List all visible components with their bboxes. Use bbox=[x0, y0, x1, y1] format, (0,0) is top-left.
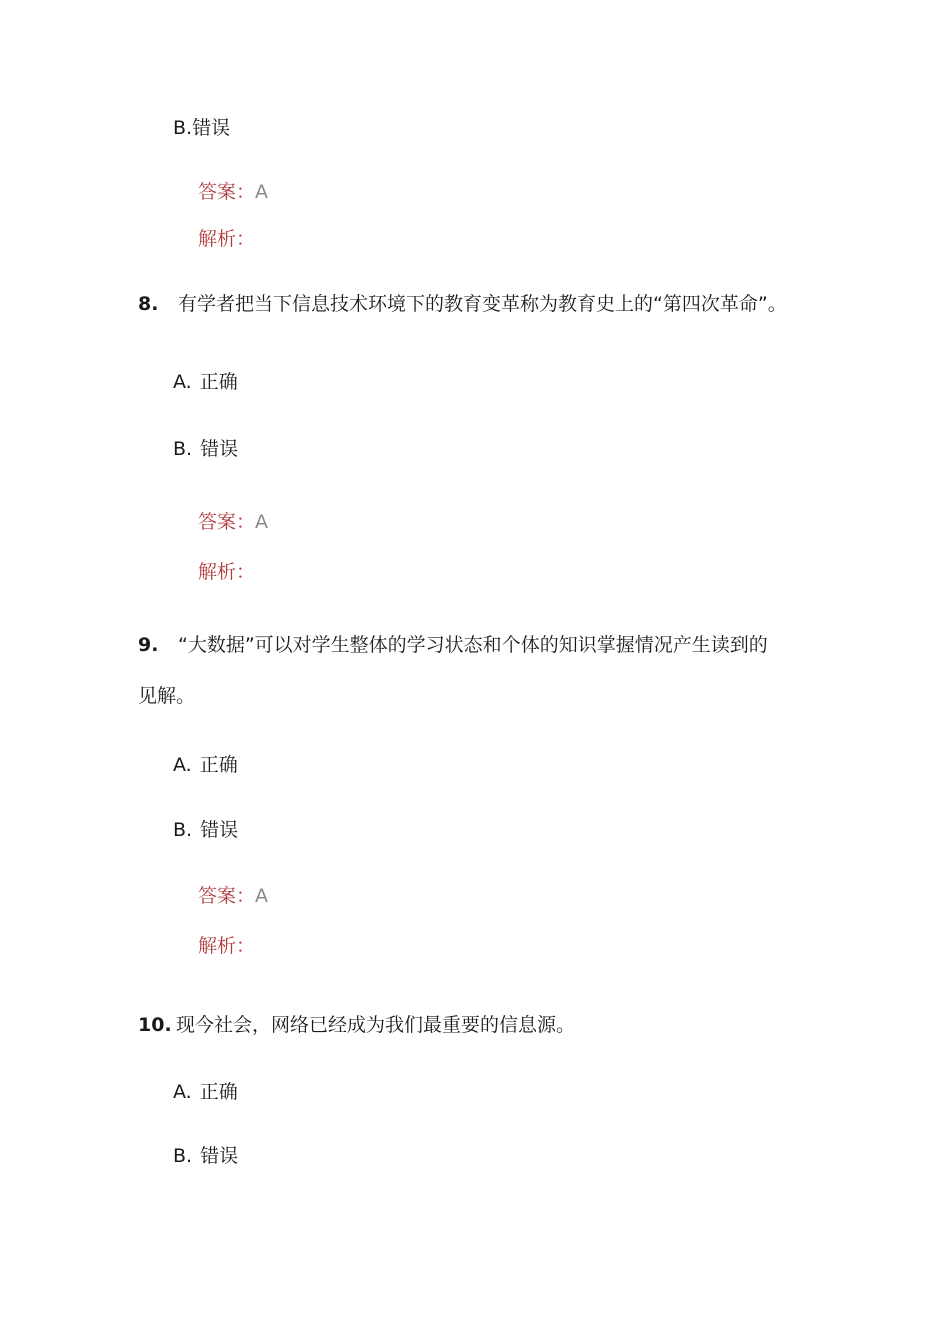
question-number: 9. bbox=[138, 634, 159, 656]
question-number: 8. bbox=[138, 293, 159, 315]
analysis-label: 解析： bbox=[198, 228, 256, 250]
option-b bbox=[173, 818, 238, 842]
option-b bbox=[173, 116, 230, 140]
analysis-line bbox=[198, 227, 255, 251]
option-label: A. bbox=[173, 1081, 192, 1103]
answer-value: A bbox=[255, 511, 269, 533]
question-text: 有学者把当下信息技术环境下的教育变革称为教育史上的“第四次革命”。 bbox=[178, 293, 787, 315]
option-a bbox=[173, 753, 238, 777]
option-text: 正确 bbox=[199, 371, 238, 393]
option-label: B. bbox=[173, 1145, 193, 1167]
answer-value: A bbox=[255, 181, 269, 203]
option-a bbox=[173, 370, 238, 394]
option-a bbox=[173, 1080, 238, 1104]
option-label: B. bbox=[173, 438, 193, 460]
option-text: 错误 bbox=[200, 438, 239, 460]
analysis-label: 解析： bbox=[198, 561, 256, 583]
question-9 bbox=[138, 633, 768, 657]
option-b bbox=[173, 437, 238, 461]
analysis-line bbox=[198, 934, 255, 958]
analysis-label: 解析： bbox=[198, 935, 256, 957]
option-text: 错误 bbox=[200, 819, 239, 841]
option-label: B. bbox=[173, 117, 193, 139]
question-8 bbox=[138, 292, 787, 316]
answer-label: 答案： bbox=[198, 181, 256, 203]
question-text-continued: 见解。 bbox=[138, 685, 196, 707]
option-label: A. bbox=[173, 754, 192, 776]
answer-line bbox=[198, 884, 268, 908]
option-text: 错误 bbox=[192, 117, 231, 139]
question-text: 现今社会，网络已经成为我们最重要的信息源。 bbox=[176, 1014, 576, 1036]
option-text: 错误 bbox=[200, 1145, 239, 1167]
answer-value: A bbox=[255, 885, 269, 907]
answer-line bbox=[198, 180, 268, 204]
analysis-line bbox=[198, 560, 255, 584]
option-label: B. bbox=[173, 819, 193, 841]
option-label: A. bbox=[173, 371, 192, 393]
question-10 bbox=[138, 1013, 575, 1037]
answer-label: 答案： bbox=[198, 511, 256, 533]
answer-label: 答案： bbox=[198, 885, 256, 907]
answer-line bbox=[198, 510, 268, 534]
option-b bbox=[173, 1144, 238, 1168]
option-text: 正确 bbox=[199, 754, 238, 776]
question-number: 10. bbox=[138, 1014, 172, 1036]
option-text: 正确 bbox=[199, 1081, 238, 1103]
question-text: “大数据”可以对学生整体的学习状态和个体的知识掌握情况产生读到的 bbox=[178, 634, 768, 656]
